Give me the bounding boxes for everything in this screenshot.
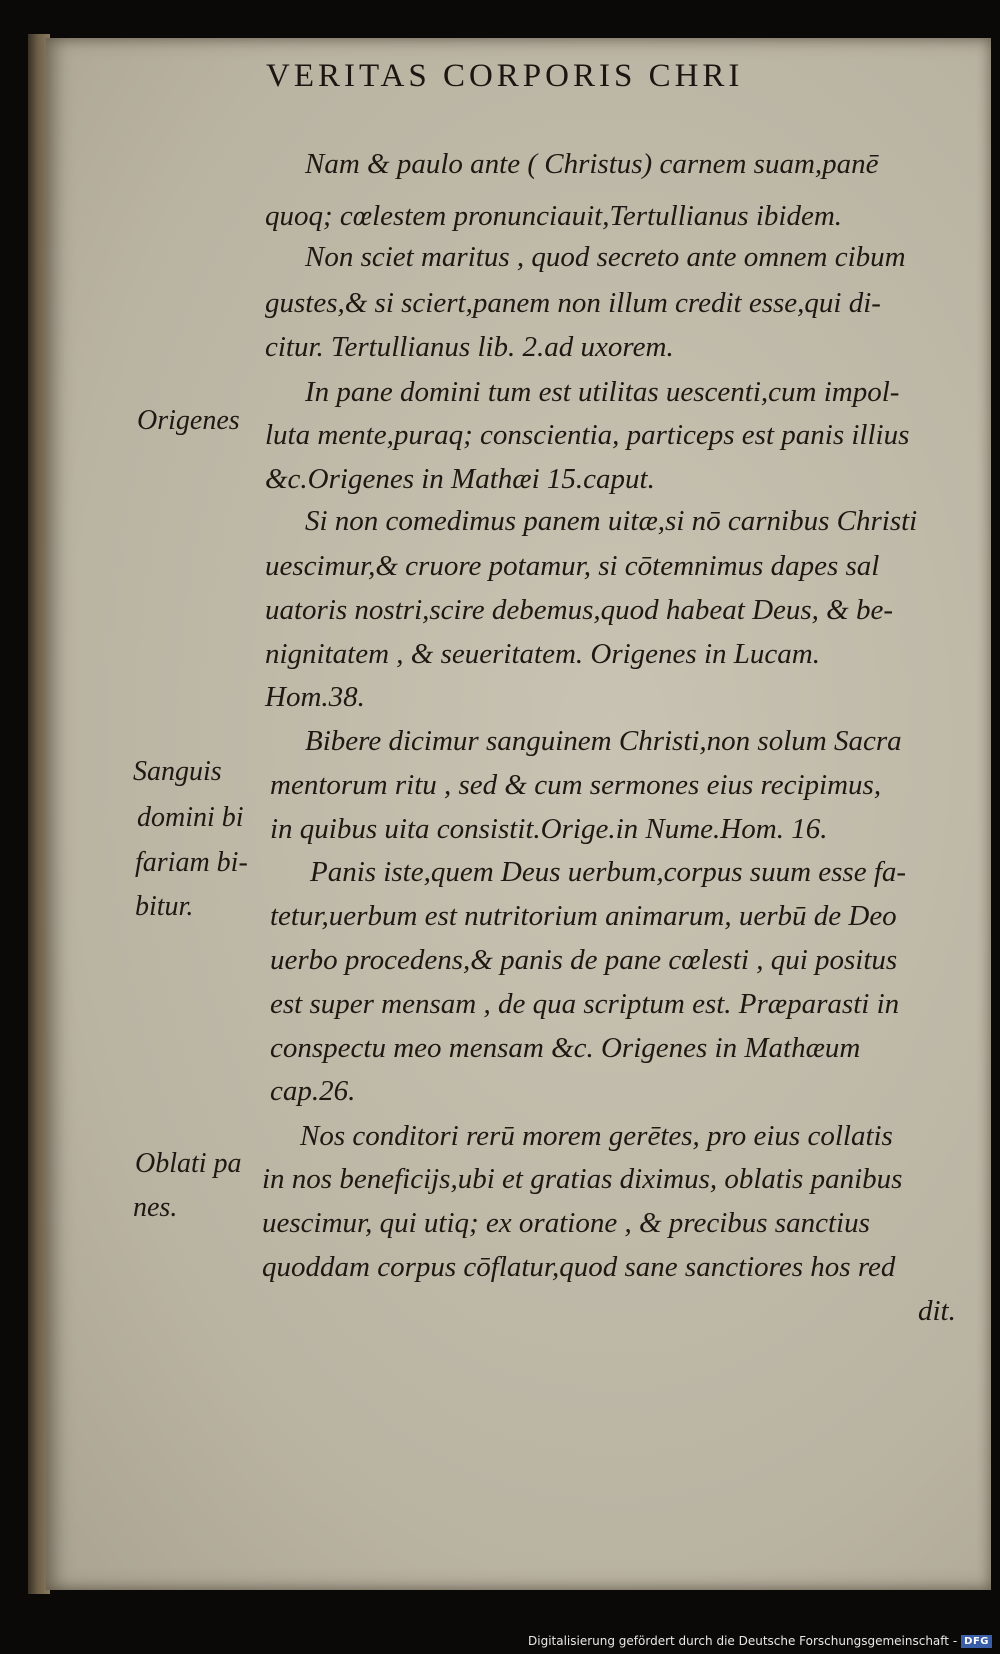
body-line: mentorum ritu , sed & cum sermones eius recipimus, <box>270 769 882 801</box>
body-line: Nam & paulo ante ( Christus) carnem suam,panē <box>305 148 879 180</box>
body-line: cap.26. <box>270 1075 356 1107</box>
body-line: In pane domini tum est utilitas uescenti,cum impol- <box>305 376 900 408</box>
margin-note: Sanguis <box>133 756 222 787</box>
body-line: Bibere dicimur sanguinem Christi,non solum Sacra <box>305 725 902 757</box>
running-head: VERITAS CORPORIS CHRI <box>266 58 744 94</box>
body-line: tetur,uerbum est nutritorium animarum, uerbū de Deo <box>270 900 897 932</box>
body-line: Nos conditori rerū morem gerētes, pro eius collatis <box>300 1120 893 1152</box>
body-line: nignitatem , & seueritatem. Origenes in Lucam. <box>265 638 820 670</box>
body-line: Non sciet maritus , quod secreto ante omnem cibum <box>305 241 906 273</box>
margin-note: Origenes <box>137 405 240 436</box>
footer-text: Digitalisierung gefördert durch die Deutsche Forschungsgemeinschaft - <box>528 1634 958 1648</box>
dfg-logo: DFG <box>961 1635 992 1648</box>
body-line: conspectu meo mensam &c. Origenes in Mathæum <box>270 1032 861 1064</box>
body-line: uescimur, qui utiq; ex oratione , & precibus sanctius <box>262 1207 870 1239</box>
body-line: quoq; cœlestem pronunciauit,Tertullianus ibidem. <box>265 200 843 232</box>
body-line: uerbo procedens,& panis de pane cœlesti , qui positus <box>270 944 898 976</box>
body-line: gustes,& si sciert,panem non illum credit esse,qui di- <box>265 287 881 319</box>
body-line: luta mente,puraq; conscientia, particeps est panis illius <box>265 419 910 451</box>
body-line: quoddam corpus cōflatur,quod sane sanctiores hos red <box>262 1251 896 1283</box>
margin-note: domini bi <box>137 802 244 833</box>
body-line: est super mensam , de qua scriptum est. Præparasti in <box>270 988 900 1020</box>
margin-note: Oblati pa <box>135 1148 242 1179</box>
body-line: dit. <box>918 1295 956 1327</box>
body-line: uatoris nostri,scire debemus,quod habeat Deus, & be- <box>265 594 894 626</box>
digitization-footer <box>528 1634 992 1648</box>
body-line: Si non comedimus panem uitæ,si nō carnibus Christi <box>305 505 918 537</box>
body-line: Hom.38. <box>265 681 365 713</box>
body-line: uescimur,& cruore potamur, si cōtemnimus dapes sal <box>265 550 880 582</box>
margin-note: fariam bi- <box>135 847 248 878</box>
body-line: &c.Origenes in Mathæi 15.caput. <box>265 463 655 495</box>
margin-note: bitur. <box>135 891 194 922</box>
body-line: in quibus uita consistit.Orige.in Nume.Hom. 16. <box>270 813 828 845</box>
body-line: Panis iste,quem Deus uerbum,corpus suum esse fa- <box>310 856 907 888</box>
body-line: citur. Tertullianus lib. 2.ad uxorem. <box>265 331 674 363</box>
margin-note: nes. <box>133 1192 178 1223</box>
body-line: in nos beneficijs,ubi et gratias diximus, oblatis panibus <box>262 1163 903 1195</box>
